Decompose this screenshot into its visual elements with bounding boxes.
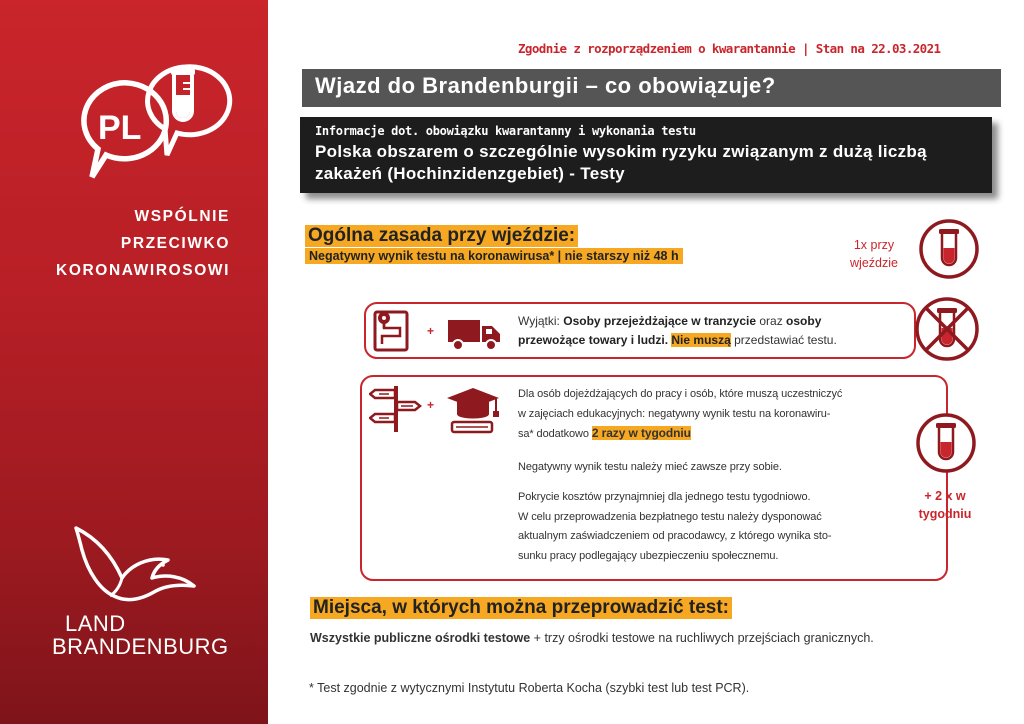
graduation-cap-book-icon <box>444 384 502 436</box>
exceptions-text <box>518 312 890 350</box>
entry-note <box>838 236 910 272</box>
info-subtitle: Informacje dot. obowiązku kwarantanny i wykonania testu <box>315 124 696 138</box>
slogan <box>56 203 230 284</box>
land-brandenburg-logo <box>52 612 229 658</box>
commuters-line: sunku pracy podlegający ubezpieczeniu społecznemu. <box>518 549 779 562</box>
commuters-line: w zajęciach edukacyjnych: negatywny wynik testu na koronawiru- <box>518 407 831 420</box>
slogan-line: KORONAWIROSOWI <box>56 262 230 279</box>
commuters-paragraph-2: Negatywny wynik testu należy mieć zawsze przy sobie. <box>518 461 782 473</box>
rule-heading: Ogólna zasada przy wjeździe: <box>305 225 578 247</box>
commuters-line: aktualnym zaświadczeniem od pracodawcy, z którego wynika sto- <box>518 530 832 542</box>
commuters-highlight: 2 razy w tygodniu <box>591 426 691 440</box>
test-tube-icon <box>918 218 980 280</box>
commuters-line: Pokrycie kosztów przynajmniej dla jednego testu tygodniowo. <box>518 491 811 503</box>
test-tube-icon <box>915 412 977 474</box>
logo-line: BRANDENBURG <box>52 634 229 659</box>
slogan-line: PRZECIWKO <box>120 235 230 252</box>
plus-sign: + <box>427 398 435 412</box>
exceptions-suffix: przedstawiać testu. <box>734 333 837 347</box>
footnote: * Test zgodnie z wytycznymi Instytutu Roberta Kocha (szybki test lub test PCR). <box>309 681 750 695</box>
title-bar <box>302 69 1001 107</box>
exceptions-transport: osoby przewożące towary i ludzi. <box>518 314 822 347</box>
places-heading: Miejsca, w których można przeprowadzić test: <box>310 597 732 619</box>
entry-note-line: 1x przy <box>853 238 895 252</box>
places-bold: Wszystkie publiczne ośrodki testowe <box>310 631 531 645</box>
slogan-line: WSPÓLNIE <box>134 208 230 225</box>
sidebar <box>0 0 268 724</box>
commuters-paragraph-3 <box>518 488 908 566</box>
exceptions-prefix: Wyjątki: <box>518 314 560 328</box>
crossed-test-tube-icon <box>913 295 981 363</box>
exceptions-transit: Osoby przejeżdżające w tranzycie <box>563 314 756 328</box>
exceptions-highlight: Nie muszą <box>671 333 731 347</box>
rule-text: Negatywny wynik testu na koronawirusa* | nie starszy niż 48 h <box>305 248 683 264</box>
commuters-paragraph-1 <box>518 385 908 445</box>
places-rest: + trzy ośrodki testowe na ruchliwych przejściach granicznych. <box>530 631 874 645</box>
regulation-date-line: Zgodnie z rozporządzeniem o kwarantannie | Stan na 22.03.2021 <box>518 41 941 56</box>
signpost-icon <box>369 382 423 434</box>
info-main-text: Polska obszarem o szczególnie wysokim ryzyku związanym z dużą liczbą zakażeń (Hochinzidenzgebiet) - Testy <box>315 142 927 183</box>
pl-badge-text: PL <box>98 109 142 147</box>
route-map-icon <box>372 306 412 354</box>
commuters-line-prefix: sa* dodatkowo <box>518 428 589 440</box>
commuters-line <box>518 424 908 445</box>
eagle-logo-icon <box>70 520 200 610</box>
entry-note-line: wjeździe <box>850 256 898 270</box>
info-box <box>300 117 992 193</box>
places-text <box>310 631 874 645</box>
commuters-line: Dla osób dojeżdżających do pracy i osób, które muszą uczestniczyć <box>518 388 843 400</box>
weekly-note <box>910 487 980 523</box>
commuters-line: W celu przeprowadzenia bezpłatnego testu należy dysponować <box>518 510 822 523</box>
page-title: Wjazd do Brandenburgii – co obowiązuje? <box>315 73 776 98</box>
weekly-note-line: + 2 x w <box>924 489 966 503</box>
weekly-note-line: tygodniu <box>918 507 972 521</box>
truck-icon <box>446 316 502 352</box>
plus-sign: + <box>427 324 435 338</box>
speech-bubble-pl-icon <box>60 55 235 195</box>
exceptions-mid: oraz <box>759 314 783 328</box>
logo-line: LAND <box>65 611 126 636</box>
